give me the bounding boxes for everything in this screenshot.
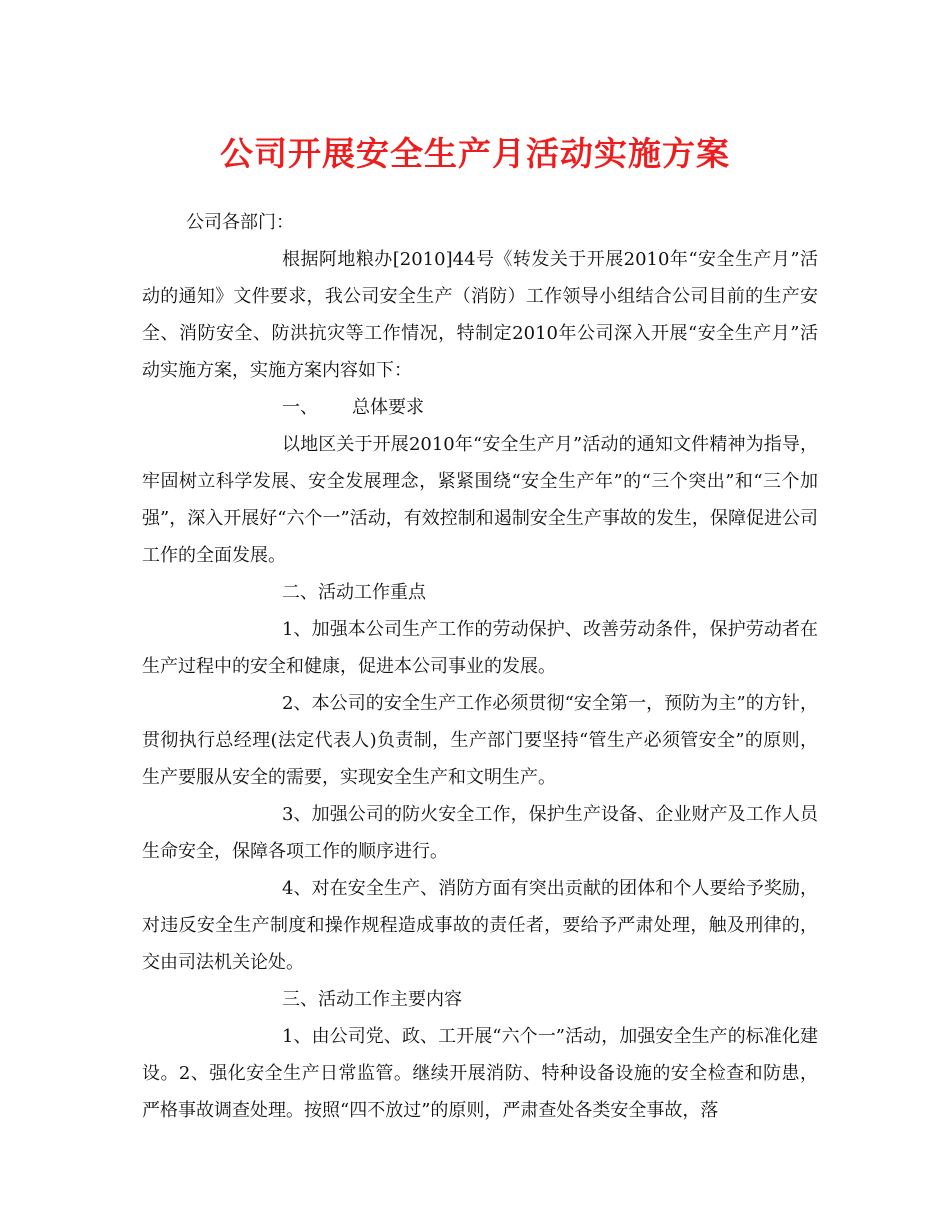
section-2-item-4: 4、对在安全生产、消防方面有突出贡献的团体和个人要给予奖励，对违反安全生产制度和操作规程造成事故的责任者，要给予严肃处理，触及刑律的，交由司法机关论处。: [142, 878, 818, 973]
section-1-number: 一、: [282, 397, 318, 418]
section-1-title: 总体要求: [352, 397, 424, 418]
section-2-item-3: 3、加强公司的防火安全工作，保护生产设备、企业财产及工作人员生命安全，保障各项工作的顺序进行。: [142, 804, 818, 862]
document-body: [142, 204, 818, 1129]
section-2-item-2: 2、本公司的安全生产工作必须贯彻“安全第一，预防为主”的方针，贯彻执行总经理(法定代表人)负责制，生产部门要坚持“管生产必须管安全”的原则，生产要服从安全的需要，实现安全生产和文明生产。: [142, 693, 818, 788]
section-1-heading: [142, 389, 818, 426]
intro-paragraph: 根据阿地粮办[2010]44号《转发关于开展2010年“安全生产月”活动的通知》文件要求，我公司安全生产（消防）工作领导小组结合公司目前的生产安全、消防安全、防洪抗灾等工作情况，特制定2010年公司深入开展“安全生产月”活动实施方案，实施方案内容如下：: [142, 249, 818, 381]
section-3-heading: 三、活动工作主要内容: [282, 989, 462, 1010]
section-2-heading: 二、活动工作重点: [282, 582, 426, 603]
section-3-paragraph: 1、由公司党、政、工开展“六个一”活动，加强安全生产的标准化建设。2、强化安全生产日常监管。继续开展消防、特种设备设施的安全检查和防患，严格事故调查处理。按照“四不放过”的原则，严肃查处各类安全事故，落: [142, 1026, 818, 1121]
salutation: 公司各部门：: [186, 212, 294, 233]
section-1-paragraph: 以地区关于开展2010年“安全生产月”活动的通知文件精神为指导，牢固树立科学发展、安全发展理念，紧紧围绕“安全生产年”的“三个突出”和“三个加强”，深入开展好“六个一”活动，有效控制和遏制安全生产事故的发生，保障促进公司工作的全面发展。: [142, 434, 818, 566]
document-title: 公司开展安全生产月活动实施方案: [220, 134, 730, 173]
section-2-item-1: 1、加强本公司生产工作的劳动保护、改善劳动条件，保护劳动者在生产过程中的安全和健康，促进本公司事业的发展。: [142, 619, 818, 677]
